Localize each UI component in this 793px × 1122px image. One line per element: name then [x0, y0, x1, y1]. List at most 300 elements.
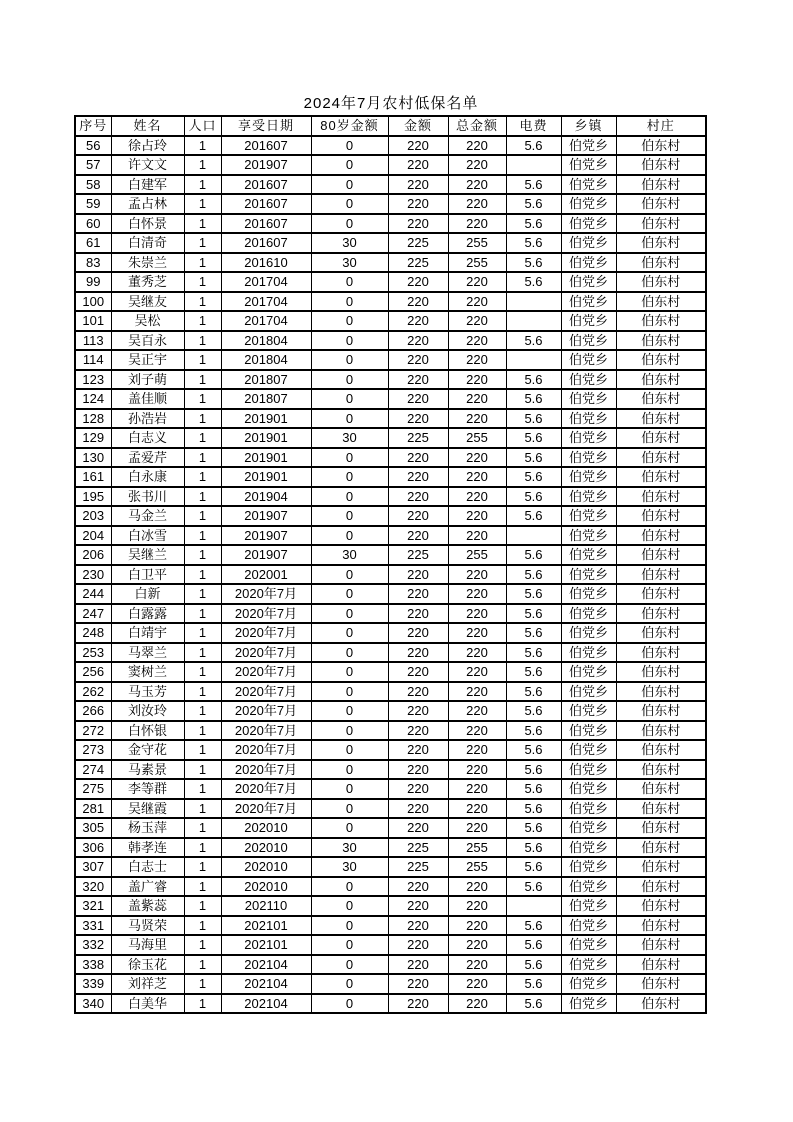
col-index-cell: 256: [75, 662, 111, 682]
column-header-col-total-amount: 总金额: [448, 116, 506, 136]
col-index-cell: 114: [75, 350, 111, 370]
col-name-cell: 白冰雪: [111, 526, 184, 546]
col-electricity-fee-cell: 5.6: [506, 643, 561, 663]
col-electricity-fee-cell: [506, 896, 561, 916]
table-row: [75, 526, 706, 546]
col-electricity-fee-cell: [506, 155, 561, 175]
col-age80-amount-cell: 30: [311, 857, 388, 877]
col-enjoy-date-cell: 2020年7月: [221, 604, 311, 624]
col-electricity-fee-cell: 5.6: [506, 272, 561, 292]
col-name-cell: 吴继友: [111, 292, 184, 312]
col-index-cell: 320: [75, 877, 111, 897]
col-enjoy-date-cell: 202010: [221, 838, 311, 858]
col-township-cell: 伯党乡: [561, 662, 616, 682]
col-village-cell: 伯东村: [616, 994, 706, 1014]
col-electricity-fee-cell: [506, 311, 561, 331]
col-age80-amount-cell: 0: [311, 467, 388, 487]
column-header-col-name: 姓名: [111, 116, 184, 136]
col-population-cell: 1: [184, 292, 221, 312]
col-index-cell: 113: [75, 331, 111, 351]
col-age80-amount-cell: 0: [311, 974, 388, 994]
col-enjoy-date-cell: 201904: [221, 487, 311, 507]
col-name-cell: 白怀银: [111, 721, 184, 741]
table-row: [75, 916, 706, 936]
col-total-amount-cell: 255: [448, 857, 506, 877]
table-row: [75, 155, 706, 175]
table-row: [75, 643, 706, 663]
col-township-cell: 伯党乡: [561, 877, 616, 897]
col-name-cell: 盖佳顺: [111, 389, 184, 409]
col-village-cell: 伯东村: [616, 506, 706, 526]
col-name-cell: 杨玉萍: [111, 818, 184, 838]
col-population-cell: 1: [184, 545, 221, 565]
col-township-cell: 伯党乡: [561, 760, 616, 780]
col-township-cell: 伯党乡: [561, 253, 616, 273]
col-index-cell: 56: [75, 136, 111, 156]
col-index-cell: 275: [75, 779, 111, 799]
col-age80-amount-cell: 0: [311, 175, 388, 195]
col-amount-cell: 220: [388, 701, 448, 721]
col-name-cell: 马金兰: [111, 506, 184, 526]
col-index-cell: 247: [75, 604, 111, 624]
col-village-cell: 伯东村: [616, 799, 706, 819]
col-population-cell: 1: [184, 721, 221, 741]
col-age80-amount-cell: 30: [311, 838, 388, 858]
col-age80-amount-cell: 0: [311, 662, 388, 682]
col-electricity-fee-cell: 5.6: [506, 799, 561, 819]
col-index-cell: 230: [75, 565, 111, 585]
col-township-cell: 伯党乡: [561, 506, 616, 526]
col-population-cell: 1: [184, 662, 221, 682]
col-index-cell: 195: [75, 487, 111, 507]
col-index-cell: 306: [75, 838, 111, 858]
col-total-amount-cell: 220: [448, 896, 506, 916]
col-total-amount-cell: 220: [448, 311, 506, 331]
col-amount-cell: 220: [388, 896, 448, 916]
col-township-cell: 伯党乡: [561, 233, 616, 253]
col-electricity-fee-cell: 5.6: [506, 214, 561, 234]
col-village-cell: 伯东村: [616, 350, 706, 370]
table-row: [75, 545, 706, 565]
col-township-cell: 伯党乡: [561, 818, 616, 838]
col-name-cell: 刘汝玲: [111, 701, 184, 721]
col-total-amount-cell: 220: [448, 214, 506, 234]
col-total-amount-cell: 220: [448, 487, 506, 507]
col-township-cell: 伯党乡: [561, 311, 616, 331]
table-row: [75, 487, 706, 507]
col-index-cell: 338: [75, 955, 111, 975]
col-electricity-fee-cell: 5.6: [506, 467, 561, 487]
col-township-cell: 伯党乡: [561, 526, 616, 546]
col-enjoy-date-cell: 201704: [221, 311, 311, 331]
col-population-cell: 1: [184, 994, 221, 1014]
col-township-cell: 伯党乡: [561, 467, 616, 487]
col-population-cell: 1: [184, 389, 221, 409]
col-population-cell: 1: [184, 623, 221, 643]
col-township-cell: 伯党乡: [561, 331, 616, 351]
col-electricity-fee-cell: 5.6: [506, 233, 561, 253]
col-total-amount-cell: 220: [448, 448, 506, 468]
col-enjoy-date-cell: 201901: [221, 467, 311, 487]
table-row: [75, 467, 706, 487]
col-name-cell: 窦树兰: [111, 662, 184, 682]
col-population-cell: 1: [184, 955, 221, 975]
col-population-cell: 1: [184, 331, 221, 351]
col-age80-amount-cell: 0: [311, 350, 388, 370]
col-electricity-fee-cell: 5.6: [506, 838, 561, 858]
col-electricity-fee-cell: 5.6: [506, 194, 561, 214]
col-total-amount-cell: 220: [448, 799, 506, 819]
col-population-cell: 1: [184, 935, 221, 955]
header-row: [75, 116, 706, 136]
col-township-cell: 伯党乡: [561, 799, 616, 819]
col-age80-amount-cell: 0: [311, 194, 388, 214]
col-amount-cell: 220: [388, 448, 448, 468]
col-population-cell: 1: [184, 565, 221, 585]
col-village-cell: 伯东村: [616, 331, 706, 351]
col-amount-cell: 220: [388, 740, 448, 760]
col-name-cell: 徐玉花: [111, 955, 184, 975]
col-township-cell: 伯党乡: [561, 682, 616, 702]
col-amount-cell: 225: [388, 233, 448, 253]
col-population-cell: 1: [184, 467, 221, 487]
col-total-amount-cell: 220: [448, 916, 506, 936]
col-village-cell: 伯东村: [616, 760, 706, 780]
col-total-amount-cell: 220: [448, 760, 506, 780]
col-enjoy-date-cell: 2020年7月: [221, 779, 311, 799]
col-enjoy-date-cell: 201804: [221, 331, 311, 351]
col-amount-cell: 220: [388, 370, 448, 390]
col-enjoy-date-cell: 202010: [221, 877, 311, 897]
col-amount-cell: 220: [388, 916, 448, 936]
table-row: [75, 974, 706, 994]
col-name-cell: 吴松: [111, 311, 184, 331]
col-township-cell: 伯党乡: [561, 155, 616, 175]
col-total-amount-cell: 220: [448, 955, 506, 975]
col-index-cell: 99: [75, 272, 111, 292]
col-age80-amount-cell: 0: [311, 214, 388, 234]
col-village-cell: 伯东村: [616, 175, 706, 195]
col-total-amount-cell: 220: [448, 604, 506, 624]
col-name-cell: 白志士: [111, 857, 184, 877]
col-village-cell: 伯东村: [616, 818, 706, 838]
col-amount-cell: 220: [388, 487, 448, 507]
col-name-cell: 白永康: [111, 467, 184, 487]
col-name-cell: 白美华: [111, 994, 184, 1014]
col-name-cell: 马海里: [111, 935, 184, 955]
col-amount-cell: 220: [388, 565, 448, 585]
col-electricity-fee-cell: 5.6: [506, 331, 561, 351]
col-index-cell: 60: [75, 214, 111, 234]
column-header-col-enjoy-date: 享受日期: [221, 116, 311, 136]
col-total-amount-cell: 220: [448, 643, 506, 663]
col-population-cell: 1: [184, 136, 221, 156]
col-population-cell: 1: [184, 974, 221, 994]
col-index-cell: 57: [75, 155, 111, 175]
col-township-cell: 伯党乡: [561, 584, 616, 604]
table-row: [75, 136, 706, 156]
col-age80-amount-cell: 0: [311, 877, 388, 897]
col-index-cell: 161: [75, 467, 111, 487]
table-row: [75, 799, 706, 819]
col-enjoy-date-cell: 201607: [221, 175, 311, 195]
col-population-cell: 1: [184, 233, 221, 253]
col-age80-amount-cell: 0: [311, 526, 388, 546]
col-total-amount-cell: 220: [448, 721, 506, 741]
col-township-cell: 伯党乡: [561, 565, 616, 585]
col-name-cell: 刘祥芝: [111, 974, 184, 994]
col-index-cell: 83: [75, 253, 111, 273]
col-enjoy-date-cell: 2020年7月: [221, 721, 311, 741]
col-age80-amount-cell: 0: [311, 740, 388, 760]
col-name-cell: 白新: [111, 584, 184, 604]
col-name-cell: 吴正宇: [111, 350, 184, 370]
col-total-amount-cell: 220: [448, 175, 506, 195]
col-enjoy-date-cell: 2020年7月: [221, 643, 311, 663]
col-total-amount-cell: 220: [448, 584, 506, 604]
col-age80-amount-cell: 0: [311, 448, 388, 468]
col-enjoy-date-cell: 201610: [221, 253, 311, 273]
col-enjoy-date-cell: 201907: [221, 155, 311, 175]
col-name-cell: 马翠兰: [111, 643, 184, 663]
page-title: 2024年7月农村低保名单: [303, 95, 479, 112]
col-electricity-fee-cell: 5.6: [506, 662, 561, 682]
col-age80-amount-cell: 0: [311, 701, 388, 721]
col-enjoy-date-cell: 202101: [221, 916, 311, 936]
col-age80-amount-cell: 30: [311, 233, 388, 253]
col-amount-cell: 220: [388, 350, 448, 370]
col-amount-cell: 220: [388, 409, 448, 429]
col-electricity-fee-cell: 5.6: [506, 818, 561, 838]
col-name-cell: 孙浩岩: [111, 409, 184, 429]
col-index-cell: 204: [75, 526, 111, 546]
table-body: [75, 136, 706, 1014]
col-enjoy-date-cell: 2020年7月: [221, 682, 311, 702]
col-electricity-fee-cell: [506, 350, 561, 370]
col-name-cell: 吴百永: [111, 331, 184, 351]
col-population-cell: 1: [184, 175, 221, 195]
col-population-cell: 1: [184, 506, 221, 526]
table-row: [75, 331, 706, 351]
table-row: [75, 292, 706, 312]
col-township-cell: 伯党乡: [561, 916, 616, 936]
col-enjoy-date-cell: 202010: [221, 857, 311, 877]
col-enjoy-date-cell: 202104: [221, 955, 311, 975]
col-total-amount-cell: 220: [448, 467, 506, 487]
col-enjoy-date-cell: 2020年7月: [221, 799, 311, 819]
col-amount-cell: 220: [388, 526, 448, 546]
col-village-cell: 伯东村: [616, 623, 706, 643]
col-enjoy-date-cell: 202001: [221, 565, 311, 585]
col-electricity-fee-cell: 5.6: [506, 389, 561, 409]
col-township-cell: 伯党乡: [561, 838, 616, 858]
col-enjoy-date-cell: 201704: [221, 272, 311, 292]
table-row: [75, 994, 706, 1014]
col-township-cell: 伯党乡: [561, 643, 616, 663]
col-village-cell: 伯东村: [616, 448, 706, 468]
col-electricity-fee-cell: 5.6: [506, 253, 561, 273]
col-population-cell: 1: [184, 526, 221, 546]
col-total-amount-cell: 220: [448, 740, 506, 760]
col-population-cell: 1: [184, 838, 221, 858]
col-village-cell: 伯东村: [616, 779, 706, 799]
col-amount-cell: 225: [388, 545, 448, 565]
col-population-cell: 1: [184, 896, 221, 916]
col-population-cell: 1: [184, 916, 221, 936]
col-township-cell: 伯党乡: [561, 175, 616, 195]
col-name-cell: 马素景: [111, 760, 184, 780]
col-electricity-fee-cell: [506, 292, 561, 312]
col-total-amount-cell: 220: [448, 682, 506, 702]
col-total-amount-cell: 220: [448, 389, 506, 409]
col-index-cell: 253: [75, 643, 111, 663]
col-township-cell: 伯党乡: [561, 994, 616, 1014]
col-age80-amount-cell: 0: [311, 779, 388, 799]
col-index-cell: 321: [75, 896, 111, 916]
col-index-cell: 203: [75, 506, 111, 526]
col-total-amount-cell: 220: [448, 779, 506, 799]
col-age80-amount-cell: 0: [311, 487, 388, 507]
col-amount-cell: 220: [388, 136, 448, 156]
col-electricity-fee-cell: 5.6: [506, 682, 561, 702]
col-age80-amount-cell: 0: [311, 643, 388, 663]
col-electricity-fee-cell: 5.6: [506, 136, 561, 156]
col-total-amount-cell: 220: [448, 331, 506, 351]
col-enjoy-date-cell: 2020年7月: [221, 623, 311, 643]
col-age80-amount-cell: 0: [311, 155, 388, 175]
col-name-cell: 李等群: [111, 779, 184, 799]
col-village-cell: 伯东村: [616, 545, 706, 565]
table-row: [75, 701, 706, 721]
col-population-cell: 1: [184, 701, 221, 721]
col-township-cell: 伯党乡: [561, 428, 616, 448]
col-enjoy-date-cell: 2020年7月: [221, 662, 311, 682]
col-electricity-fee-cell: 5.6: [506, 584, 561, 604]
table-row: [75, 838, 706, 858]
col-total-amount-cell: 220: [448, 155, 506, 175]
table-row: [75, 877, 706, 897]
col-population-cell: 1: [184, 350, 221, 370]
col-enjoy-date-cell: 201901: [221, 428, 311, 448]
col-electricity-fee-cell: [506, 526, 561, 546]
col-amount-cell: 220: [388, 292, 448, 312]
col-name-cell: 盖紫蕊: [111, 896, 184, 916]
col-population-cell: 1: [184, 487, 221, 507]
col-name-cell: 白靖宇: [111, 623, 184, 643]
col-township-cell: 伯党乡: [561, 136, 616, 156]
table-row: [75, 389, 706, 409]
table-row: [75, 896, 706, 916]
col-name-cell: 吴继霞: [111, 799, 184, 819]
col-age80-amount-cell: 0: [311, 409, 388, 429]
col-total-amount-cell: 220: [448, 623, 506, 643]
col-village-cell: 伯东村: [616, 272, 706, 292]
col-population-cell: 1: [184, 409, 221, 429]
col-township-cell: 伯党乡: [561, 214, 616, 234]
col-population-cell: 1: [184, 311, 221, 331]
col-village-cell: 伯东村: [616, 136, 706, 156]
col-age80-amount-cell: 30: [311, 545, 388, 565]
col-index-cell: 100: [75, 292, 111, 312]
col-population-cell: 1: [184, 253, 221, 273]
col-total-amount-cell: 255: [448, 428, 506, 448]
col-name-cell: 董秀芝: [111, 272, 184, 292]
col-electricity-fee-cell: 5.6: [506, 428, 561, 448]
table-row: [75, 311, 706, 331]
col-index-cell: 281: [75, 799, 111, 819]
table-row: [75, 604, 706, 624]
col-amount-cell: 220: [388, 311, 448, 331]
col-township-cell: 伯党乡: [561, 272, 616, 292]
col-age80-amount-cell: 0: [311, 916, 388, 936]
col-index-cell: 58: [75, 175, 111, 195]
col-index-cell: 206: [75, 545, 111, 565]
col-electricity-fee-cell: 5.6: [506, 175, 561, 195]
col-township-cell: 伯党乡: [561, 448, 616, 468]
col-electricity-fee-cell: 5.6: [506, 701, 561, 721]
col-total-amount-cell: 220: [448, 935, 506, 955]
col-electricity-fee-cell: 5.6: [506, 409, 561, 429]
col-village-cell: 伯东村: [616, 682, 706, 702]
col-index-cell: 339: [75, 974, 111, 994]
table-row: [75, 818, 706, 838]
table-row: [75, 233, 706, 253]
col-enjoy-date-cell: 201804: [221, 350, 311, 370]
col-amount-cell: 220: [388, 877, 448, 897]
col-township-cell: 伯党乡: [561, 545, 616, 565]
col-amount-cell: 220: [388, 331, 448, 351]
table-row: [75, 409, 706, 429]
column-header-col-village: 村庄: [616, 116, 706, 136]
col-amount-cell: 225: [388, 857, 448, 877]
column-header-col-township: 乡镇: [561, 116, 616, 136]
col-amount-cell: 225: [388, 253, 448, 273]
col-name-cell: 白卫平: [111, 565, 184, 585]
col-index-cell: 128: [75, 409, 111, 429]
col-age80-amount-cell: 0: [311, 760, 388, 780]
col-enjoy-date-cell: 201901: [221, 409, 311, 429]
col-amount-cell: 220: [388, 994, 448, 1014]
col-total-amount-cell: 255: [448, 233, 506, 253]
table-row: [75, 740, 706, 760]
col-village-cell: 伯东村: [616, 565, 706, 585]
col-amount-cell: 220: [388, 721, 448, 741]
col-name-cell: 徐占玲: [111, 136, 184, 156]
col-township-cell: 伯党乡: [561, 370, 616, 390]
col-population-cell: 1: [184, 760, 221, 780]
col-total-amount-cell: 255: [448, 838, 506, 858]
col-name-cell: 孟爱芹: [111, 448, 184, 468]
table-row: [75, 760, 706, 780]
col-electricity-fee-cell: 5.6: [506, 916, 561, 936]
table-row: [75, 682, 706, 702]
col-electricity-fee-cell: 5.6: [506, 994, 561, 1014]
col-age80-amount-cell: 30: [311, 428, 388, 448]
col-age80-amount-cell: 30: [311, 253, 388, 273]
col-name-cell: 白志义: [111, 428, 184, 448]
col-amount-cell: 220: [388, 974, 448, 994]
col-village-cell: 伯东村: [616, 721, 706, 741]
col-name-cell: 马贤荣: [111, 916, 184, 936]
col-village-cell: 伯东村: [616, 370, 706, 390]
col-village-cell: 伯东村: [616, 896, 706, 916]
column-header-col-amount: 金额: [388, 116, 448, 136]
col-township-cell: 伯党乡: [561, 487, 616, 507]
welfare-roster-table: [74, 115, 707, 1014]
col-village-cell: 伯东村: [616, 428, 706, 448]
col-name-cell: 韩孝连: [111, 838, 184, 858]
col-enjoy-date-cell: 2020年7月: [221, 701, 311, 721]
